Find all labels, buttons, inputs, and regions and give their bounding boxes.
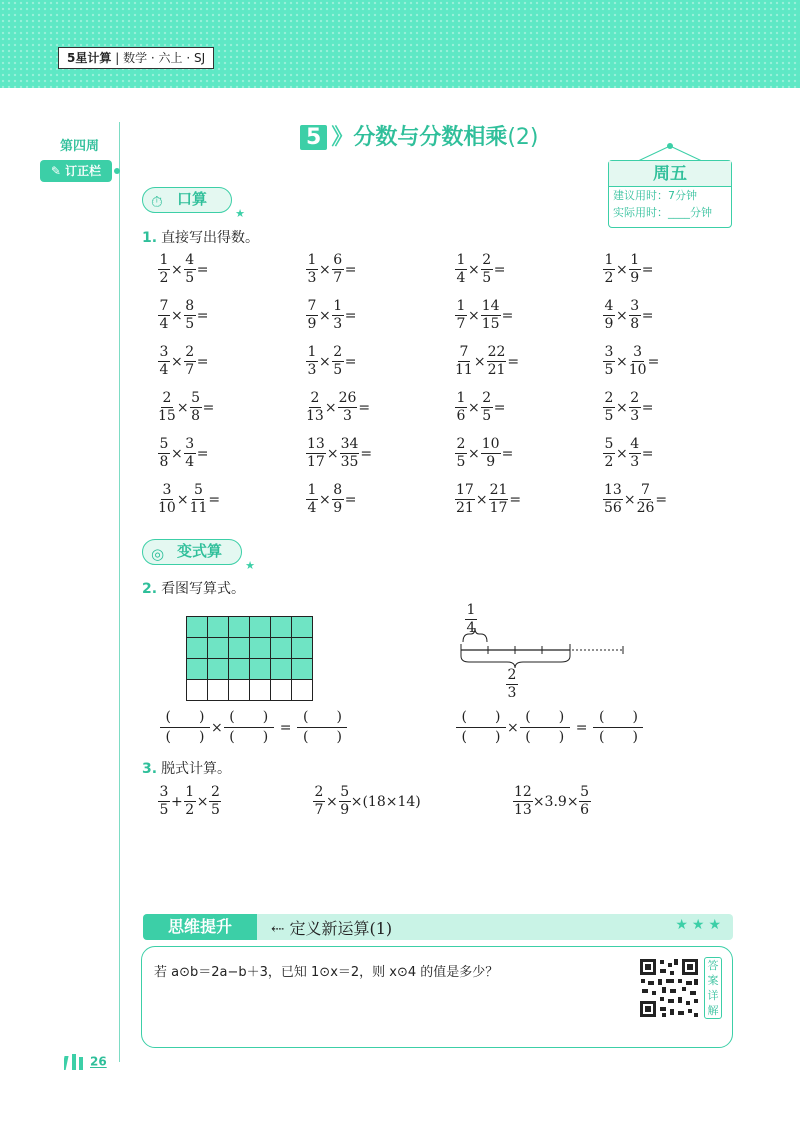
oral-exercise: $\frac{17}{21}$ × $\frac{21}{17}$ = [456,482,522,516]
thinking-question: 若 a⊙b＝2a−b＋3，已知 1⊙x＝2，则 x⊙4 的值是多少？ [154,965,499,980]
fraction: $\frac{34}{35}$ [340,436,359,470]
fraction: $\frac{3}{10}$ [628,344,647,378]
day-label: 周五 [609,161,731,187]
line-top-fraction: $\frac{1}{4}$ [466,602,476,636]
book-brand: 5星计算 | 数学 · 六上 · SJ [58,47,214,69]
fraction: $\frac{13}{56}$ [604,482,622,516]
fraction: $\frac{5}{8}$ [191,390,201,424]
fraction: $\frac{2}{13}$ [306,390,324,424]
thinking-topic: ⇠ 定义新运算(1) [271,919,393,938]
fraction: $\frac{2}{7}$ [185,344,195,378]
question-1: 1. 直接写出得数。 [142,230,260,246]
fraction: $\frac{8}{9}$ [333,482,343,516]
oral-exercise: $\frac{1}{3}$ × $\frac{6}{7}$ = [307,252,357,286]
week-label: 第四周 [60,139,100,154]
fraction: $\frac{5}{11}$ [189,482,208,516]
fraction: $\frac{1}{3}$ [307,252,317,286]
books-icon [64,1054,86,1070]
calc-3: $\frac{12}{13}$ ×3.9× $\frac{5}{6}$ [514,784,590,818]
fraction: $\frac{2}{5}$ [604,390,614,424]
fraction: $\frac{3}{5}$ [604,344,614,378]
stopwatch-icon: ⏱ [151,193,163,211]
fraction: $\frac{1}{3}$ [333,298,343,332]
card-hanger [632,142,708,162]
actual-time: 实际用时：____分钟 [613,206,712,219]
oral-exercise: $\frac{4}{9}$ × $\frac{3}{8}$ = [604,298,654,332]
grid-answer-blank[interactable]: ( ) ( ) × ( ) ( ) = ( ) ( ) [160,708,347,747]
fraction: $\frac{8}{5}$ [185,298,195,332]
fraction: $\frac{5}{2}$ [604,436,614,470]
fraction: $\frac{4}{3}$ [630,436,640,470]
fraction: $\frac{1}{9}$ [630,252,640,286]
fraction: $\frac{2}{3}$ [630,390,640,424]
fraction: $\frac{1}{3}$ [307,344,317,378]
oral-exercise: $\frac{1}{6}$ × $\frac{2}{5}$ = [456,390,506,424]
fraction: $\frac{14}{15}$ [481,298,500,332]
oral-exercise: $\frac{1}{3}$ × $\frac{2}{5}$ = [307,344,357,378]
header-band [0,0,800,88]
oral-exercise: $\frac{5}{2}$ × $\frac{4}{3}$ = [604,436,654,470]
number-line-figure [455,600,645,708]
fraction: $\frac{13}{17}$ [307,436,325,470]
fraction: $\frac{1}{2}$ [159,252,169,286]
oral-exercise: $\frac{2}{5}$ × $\frac{2}{3}$ = [604,390,654,424]
oral-exercise: $\frac{2}{5}$ × $\frac{10}{9}$ = [456,436,514,470]
oral-exercise: $\frac{7}{11}$ × $\frac{22}{21}$ = [455,344,520,378]
thinking-header [143,914,733,940]
fraction: $\frac{3}{10}$ [158,482,176,516]
question-2: 2. 看图写算式。 [142,581,246,597]
thinking-label: 思维提升 [143,914,257,940]
question-3: 3. 脱式计算。 [142,761,232,777]
oral-exercise: $\frac{7}{4}$ × $\frac{8}{5}$ = [159,298,209,332]
page-number: 26 [64,1054,107,1070]
oral-exercise: $\frac{1}{4}$ × $\frac{8}{9}$ = [307,482,357,516]
sidebar-divider [119,122,120,1062]
oral-exercise: $\frac{1}{2}$ × $\frac{4}{5}$ = [159,252,209,286]
fraction: $\frac{1}{4}$ [307,482,317,516]
oral-exercise: $\frac{7}{9}$ × $\frac{1}{3}$ = [307,298,357,332]
fraction: $\frac{2}{5}$ [456,436,466,470]
fraction: $\frac{1}{4}$ [456,252,466,286]
chevron-icon: 》 [331,125,354,150]
section-oral-badge: ⏱ 口算 ★ [142,187,232,213]
target-icon: ◎ [151,545,165,563]
qr-code-icon[interactable] [638,957,700,1019]
fraction: $\frac{1}{6}$ [456,390,466,424]
oral-exercise: $\frac{1}{4}$ × $\frac{2}{5}$ = [456,252,506,286]
oral-exercise: $\frac{13}{17}$ × $\frac{34}{35}$ = [307,436,373,470]
calc-1: $\frac{3}{5}$ + $\frac{1}{2}$ × $\frac{2}{5}$ [159,784,220,818]
fraction: $\frac{2}{5}$ [482,252,492,286]
oral-exercise: $\frac{2}{13}$ × $\frac{26}{3}$ = [306,390,371,424]
fraction: $\frac{10}{9}$ [481,436,500,470]
fraction: $\frac{1}{7}$ [456,298,466,332]
lesson-title: 5 》分数与分数相乘(2) [300,120,539,151]
fraction: $\frac{4}{9}$ [604,298,614,332]
fraction: $\frac{21}{17}$ [489,482,508,516]
fraction: $\frac{7}{4}$ [159,298,169,332]
calc-2: $\frac{2}{7}$ × $\frac{5}{9}$ ×(18×14) [314,784,421,818]
oral-exercise: $\frac{3}{4}$ × $\frac{2}{7}$ = [159,344,209,378]
oral-exercise: $\frac{13}{56}$ × $\frac{7}{26}$ = [604,482,668,516]
answer-detail-label[interactable]: 答案详解 [704,957,722,1019]
line-answer-blank[interactable]: ( ) ( ) × ( ) ( ) = ( ) ( ) [456,708,643,747]
lesson-number: 5 [300,125,327,150]
fraction: $\frac{22}{21}$ [487,344,506,378]
fraction: $\frac{3}{4}$ [159,344,169,378]
difficulty-stars: ★★★ [675,917,725,933]
day-card [608,160,732,228]
correction-column-label: ✎ 订正栏 [40,160,112,182]
fraction: $\frac{26}{3}$ [338,390,357,424]
fraction: $\frac{7}{11}$ [455,344,473,378]
shaded-grid-figure [186,616,313,701]
fraction: $\frac{4}{5}$ [185,252,195,286]
fraction: $\frac{3}{8}$ [630,298,640,332]
oral-exercise: $\frac{1}{2}$ × $\frac{1}{9}$ = [604,252,654,286]
fraction: $\frac{2}{15}$ [158,390,176,424]
oral-exercise: $\frac{3}{10}$ × $\frac{5}{11}$ = [158,482,221,516]
fraction: $\frac{2}{5}$ [482,390,492,424]
thinking-box [141,946,733,1048]
line-bottom-fraction: $\frac{2}{3}$ [507,667,517,701]
fraction: $\frac{5}{8}$ [159,436,169,470]
fraction: $\frac{17}{21}$ [456,482,474,516]
fraction: $\frac{1}{2}$ [604,252,614,286]
fraction: $\frac{7}{9}$ [307,298,317,332]
oral-exercise: $\frac{1}{7}$ × $\frac{14}{15}$ = [456,298,514,332]
fraction: $\frac{6}{7}$ [333,252,343,286]
star-icon: ★ [245,559,255,572]
fraction: $\frac{7}{26}$ [636,482,655,516]
suggested-time: 建议用时：7分钟 [613,189,697,202]
section-variant-badge: ◎ 变式算 ★ [142,539,242,565]
oral-exercise: $\frac{2}{15}$ × $\frac{5}{8}$ = [158,390,215,424]
star-icon: ★ [235,207,245,220]
oral-exercise: $\frac{5}{8}$ × $\frac{3}{4}$ = [159,436,209,470]
fraction: $\frac{3}{4}$ [185,436,195,470]
oral-exercise: $\frac{3}{5}$ × $\frac{3}{10}$ = [604,344,660,378]
fraction: $\frac{2}{5}$ [333,344,343,378]
